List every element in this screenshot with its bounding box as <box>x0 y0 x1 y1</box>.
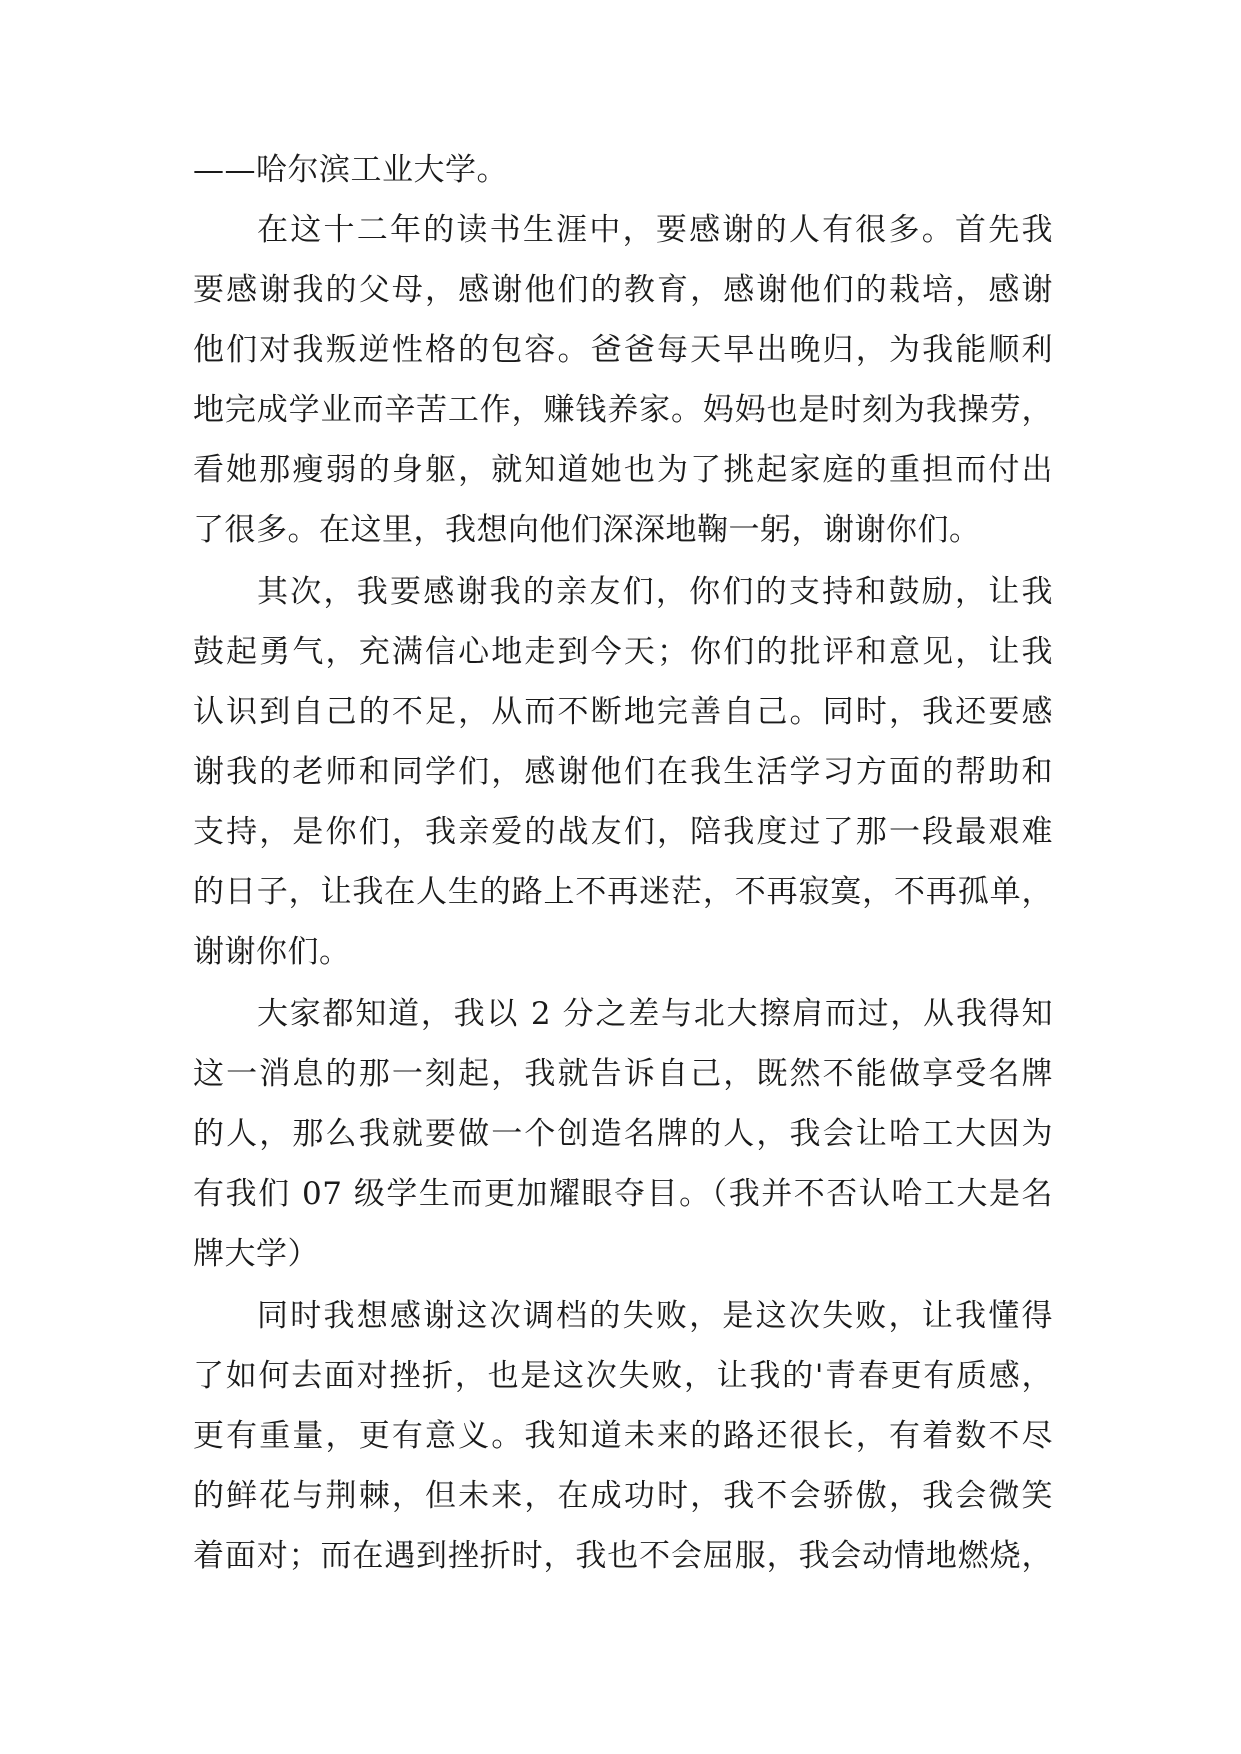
text-line: 着面对；而在遇到挫折时，我也不会屈服，我会动情地燃烧， <box>193 1538 1053 1574</box>
text-line: 地完成学业而辛苦工作，赚钱养家。妈妈也是时刻为我操劳， <box>193 392 1053 428</box>
text-line: 他们对我叛逆性格的包容。爸爸每天早出晚归，为我能顺利 <box>193 332 1053 368</box>
text-line: 更有重量，更有意义。我知道未来的路还很长，有着数不尽 <box>193 1418 1053 1454</box>
paragraph-first-line: 同时我想感谢这次调档的失败，是这次失败，让我懂得 <box>257 1298 1053 1334</box>
text-line: 的日子，让我在人生的路上不再迷茫，不再寂寞，不再孤单， <box>193 874 1053 910</box>
text-line: 谢谢你们。 <box>193 934 351 970</box>
text-line: 认识到自己的不足，从而不断地完善自己。同时，我还要感 <box>193 694 1053 730</box>
text-line: 有我们 07 级学生而更加耀眼夺目。（我并不否认哈工大是名 <box>193 1176 1053 1212</box>
text-line: 的鲜花与荆棘，但未来，在成功时，我不会骄傲，我会微笑 <box>193 1478 1053 1514</box>
paragraph-first-line: 其次，我要感谢我的亲友们，你们的支持和鼓励，让我 <box>257 574 1053 610</box>
text-line: 了很多。在这里，我想向他们深深地鞠一躬，谢谢你们。 <box>193 512 981 548</box>
paragraph-first-line: 在这十二年的读书生涯中，要感谢的人有很多。首先我 <box>257 212 1053 248</box>
text-line: 了如何去面对挫折，也是这次失败，让我的'青春更有质感， <box>193 1358 1053 1394</box>
text-line: 这一消息的那一刻起，我就告诉自己，既然不能做享受名牌 <box>193 1056 1053 1092</box>
text-line: 看她那瘦弱的身躯，就知道她也为了挑起家庭的重担而付出 <box>193 452 1053 488</box>
text-line: 支持，是你们，我亲爱的战友们，陪我度过了那一段最艰难 <box>193 814 1053 850</box>
text-line: 的人，那么我就要做一个创造名牌的人，我会让哈工大因为 <box>193 1116 1053 1152</box>
text-line: 鼓起勇气，充满信心地走到今天；你们的批评和意见，让我 <box>193 634 1053 670</box>
paragraph-first-line: 大家都知道，我以 2 分之差与北大擦肩而过，从我得知 <box>257 996 1053 1032</box>
text-line: ——哈尔滨工业大学。 <box>193 152 508 188</box>
text-line: 牌大学） <box>193 1236 319 1272</box>
text-line: 谢我的老师和同学们，感谢他们在我生活学习方面的帮助和 <box>193 754 1053 790</box>
text-line: 要感谢我的父母，感谢他们的教育，感谢他们的栽培，感谢 <box>193 272 1053 308</box>
